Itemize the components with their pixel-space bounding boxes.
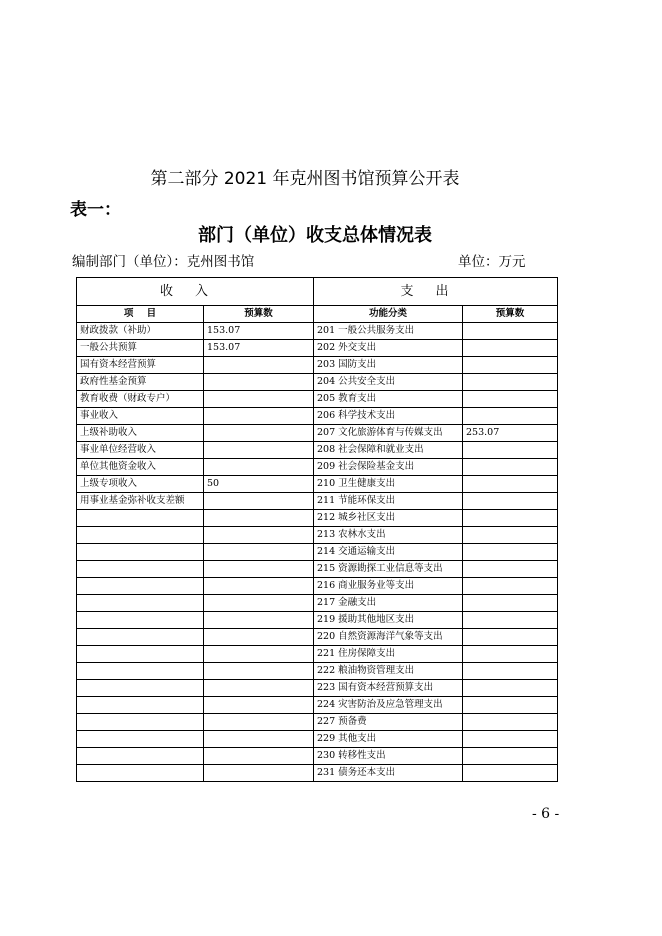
expense-header: 支出: [314, 278, 558, 306]
table-row: [77, 357, 558, 374]
table-row: [77, 408, 558, 425]
table-row: [77, 612, 558, 629]
page-number: - 6 -: [532, 806, 560, 822]
cell-budget2: [463, 612, 558, 629]
cell-budget: 153.07: [204, 323, 314, 340]
cell-func: 207 文化旅游体育与传媒支出: [314, 425, 463, 442]
cell-budget: [204, 510, 314, 527]
cell-budget: [204, 442, 314, 459]
cell-item: [77, 612, 204, 629]
cell-budget: [204, 765, 314, 782]
cell-func: 229 其他支出: [314, 731, 463, 748]
income-header: 收入: [77, 278, 314, 306]
cell-func: 209 社会保险基金支出: [314, 459, 463, 476]
table-row: [77, 476, 558, 493]
cell-budget2: [463, 493, 558, 510]
cell-func: 219 援助其他地区支出: [314, 612, 463, 629]
cell-budget: [204, 714, 314, 731]
cell-item: 单位其他资金收入: [77, 459, 204, 476]
cell-func: 203 国防支出: [314, 357, 463, 374]
cell-item: 用事业基金弥补收支差额: [77, 493, 204, 510]
table-row: [77, 510, 558, 527]
cell-budget: [204, 357, 314, 374]
cell-item: [77, 561, 204, 578]
cell-budget2: [463, 595, 558, 612]
table-row: [77, 323, 558, 340]
cell-budget2: [463, 578, 558, 595]
cell-budget: [204, 748, 314, 765]
col-item-header: 项 目: [77, 306, 204, 323]
cell-func: 222 粮油物资管理支出: [314, 663, 463, 680]
cell-func: 231 债务还本支出: [314, 765, 463, 782]
cell-func: 205 教育支出: [314, 391, 463, 408]
table-row: [77, 697, 558, 714]
table-row: [77, 544, 558, 561]
table-row: [77, 340, 558, 357]
cell-budget: 153.07: [204, 340, 314, 357]
table-row: [77, 493, 558, 510]
cell-budget2: [463, 663, 558, 680]
table-row: [77, 561, 558, 578]
cell-item: [77, 646, 204, 663]
cell-budget2: [463, 357, 558, 374]
cell-budget2: [463, 476, 558, 493]
budget-table: [76, 277, 558, 782]
cell-budget2: [463, 408, 558, 425]
cell-budget: 50: [204, 476, 314, 493]
unit-label: 单位：万元: [458, 254, 526, 270]
cell-func: 220 自然资源海洋气象等支出: [314, 629, 463, 646]
cell-budget: [204, 578, 314, 595]
cell-item: 教育收费（财政专户）: [77, 391, 204, 408]
table-row: [77, 731, 558, 748]
table-row: [77, 391, 558, 408]
cell-func: 211 节能环保支出: [314, 493, 463, 510]
cell-item: [77, 765, 204, 782]
cell-func: 213 农林水支出: [314, 527, 463, 544]
cell-budget: [204, 663, 314, 680]
cell-item: [77, 527, 204, 544]
cell-item: [77, 595, 204, 612]
cell-budget: [204, 459, 314, 476]
table-row: [77, 765, 558, 782]
cell-func: 214 交通运输支出: [314, 544, 463, 561]
cell-budget2: [463, 391, 558, 408]
cell-budget: [204, 544, 314, 561]
cell-budget: [204, 493, 314, 510]
cell-budget2: [463, 459, 558, 476]
cell-budget2: [463, 323, 558, 340]
table-row: [77, 425, 558, 442]
table-row: [77, 714, 558, 731]
cell-budget: [204, 646, 314, 663]
table-row: [77, 629, 558, 646]
table-row: [77, 374, 558, 391]
cell-budget2: [463, 527, 558, 544]
cell-item: 事业单位经营收入: [77, 442, 204, 459]
table-row: [77, 578, 558, 595]
cell-func: 206 科学技术支出: [314, 408, 463, 425]
cell-budget2: [463, 629, 558, 646]
table-row: [77, 663, 558, 680]
cell-budget: [204, 425, 314, 442]
table-row: [77, 459, 558, 476]
cell-budget2: [463, 697, 558, 714]
cell-item: [77, 714, 204, 731]
cell-budget: [204, 408, 314, 425]
cell-item: 政府性基金预算: [77, 374, 204, 391]
table-row: [77, 595, 558, 612]
cell-func: 216 商业服务业等支出: [314, 578, 463, 595]
col-function-header: 功能分类: [314, 306, 463, 323]
table-label: 表一：: [70, 200, 121, 220]
cell-budget: [204, 374, 314, 391]
cell-budget: [204, 527, 314, 544]
cell-func: 212 城乡社区支出: [314, 510, 463, 527]
cell-item: 事业收入: [77, 408, 204, 425]
cell-func: 227 预备费: [314, 714, 463, 731]
cell-item: [77, 578, 204, 595]
cell-budget2: [463, 442, 558, 459]
cell-budget2: [463, 544, 558, 561]
cell-budget2: [463, 765, 558, 782]
col-budget2-header: 预算数: [463, 306, 558, 323]
cell-budget2: [463, 714, 558, 731]
col-budget-header: 预算数: [204, 306, 314, 323]
cell-item: [77, 731, 204, 748]
cell-item: [77, 544, 204, 561]
table-title: 部门（单位）收支总体情况表: [198, 225, 432, 246]
cell-item: 上级补助收入: [77, 425, 204, 442]
group-header-row: [77, 278, 558, 306]
cell-item: 一般公共预算: [77, 340, 204, 357]
column-header-row: [77, 306, 558, 323]
table-row: [77, 680, 558, 697]
cell-func: 223 国有资本经营预算支出: [314, 680, 463, 697]
table-row: [77, 646, 558, 663]
cell-budget2: [463, 646, 558, 663]
cell-item: 国有资本经营预算: [77, 357, 204, 374]
table-row: [77, 748, 558, 765]
cell-func: 202 外交支出: [314, 340, 463, 357]
cell-item: [77, 748, 204, 765]
cell-item: [77, 697, 204, 714]
cell-func: 204 公共安全支出: [314, 374, 463, 391]
cell-item: [77, 680, 204, 697]
cell-budget2: [463, 561, 558, 578]
cell-func: 230 转移性支出: [314, 748, 463, 765]
cell-budget: [204, 391, 314, 408]
cell-budget: [204, 680, 314, 697]
cell-func: 215 资源勘探工业信息等支出: [314, 561, 463, 578]
cell-budget2: 253.07: [463, 425, 558, 442]
cell-item: [77, 629, 204, 646]
part-title: 第二部分 2021 年克州图书馆预算公开表: [150, 169, 460, 189]
cell-budget: [204, 731, 314, 748]
table-row: [77, 442, 558, 459]
cell-budget: [204, 629, 314, 646]
prepared-by: 编制部门（单位）：克州图书馆: [72, 254, 255, 270]
cell-budget: [204, 561, 314, 578]
cell-func: 221 住房保障支出: [314, 646, 463, 663]
cell-budget2: [463, 374, 558, 391]
cell-func: 208 社会保障和就业支出: [314, 442, 463, 459]
cell-budget: [204, 697, 314, 714]
cell-func: 210 卫生健康支出: [314, 476, 463, 493]
cell-func: 201 一般公共服务支出: [314, 323, 463, 340]
cell-budget: [204, 612, 314, 629]
cell-item: 财政拨款（补助）: [77, 323, 204, 340]
cell-item: 上级专项收入: [77, 476, 204, 493]
cell-budget2: [463, 510, 558, 527]
cell-budget: [204, 595, 314, 612]
cell-item: [77, 663, 204, 680]
cell-budget2: [463, 340, 558, 357]
cell-func: 224 灾害防治及应急管理支出: [314, 697, 463, 714]
cell-budget2: [463, 731, 558, 748]
cell-budget2: [463, 680, 558, 697]
cell-budget2: [463, 748, 558, 765]
table-row: [77, 527, 558, 544]
cell-item: [77, 510, 204, 527]
cell-func: 217 金融支出: [314, 595, 463, 612]
